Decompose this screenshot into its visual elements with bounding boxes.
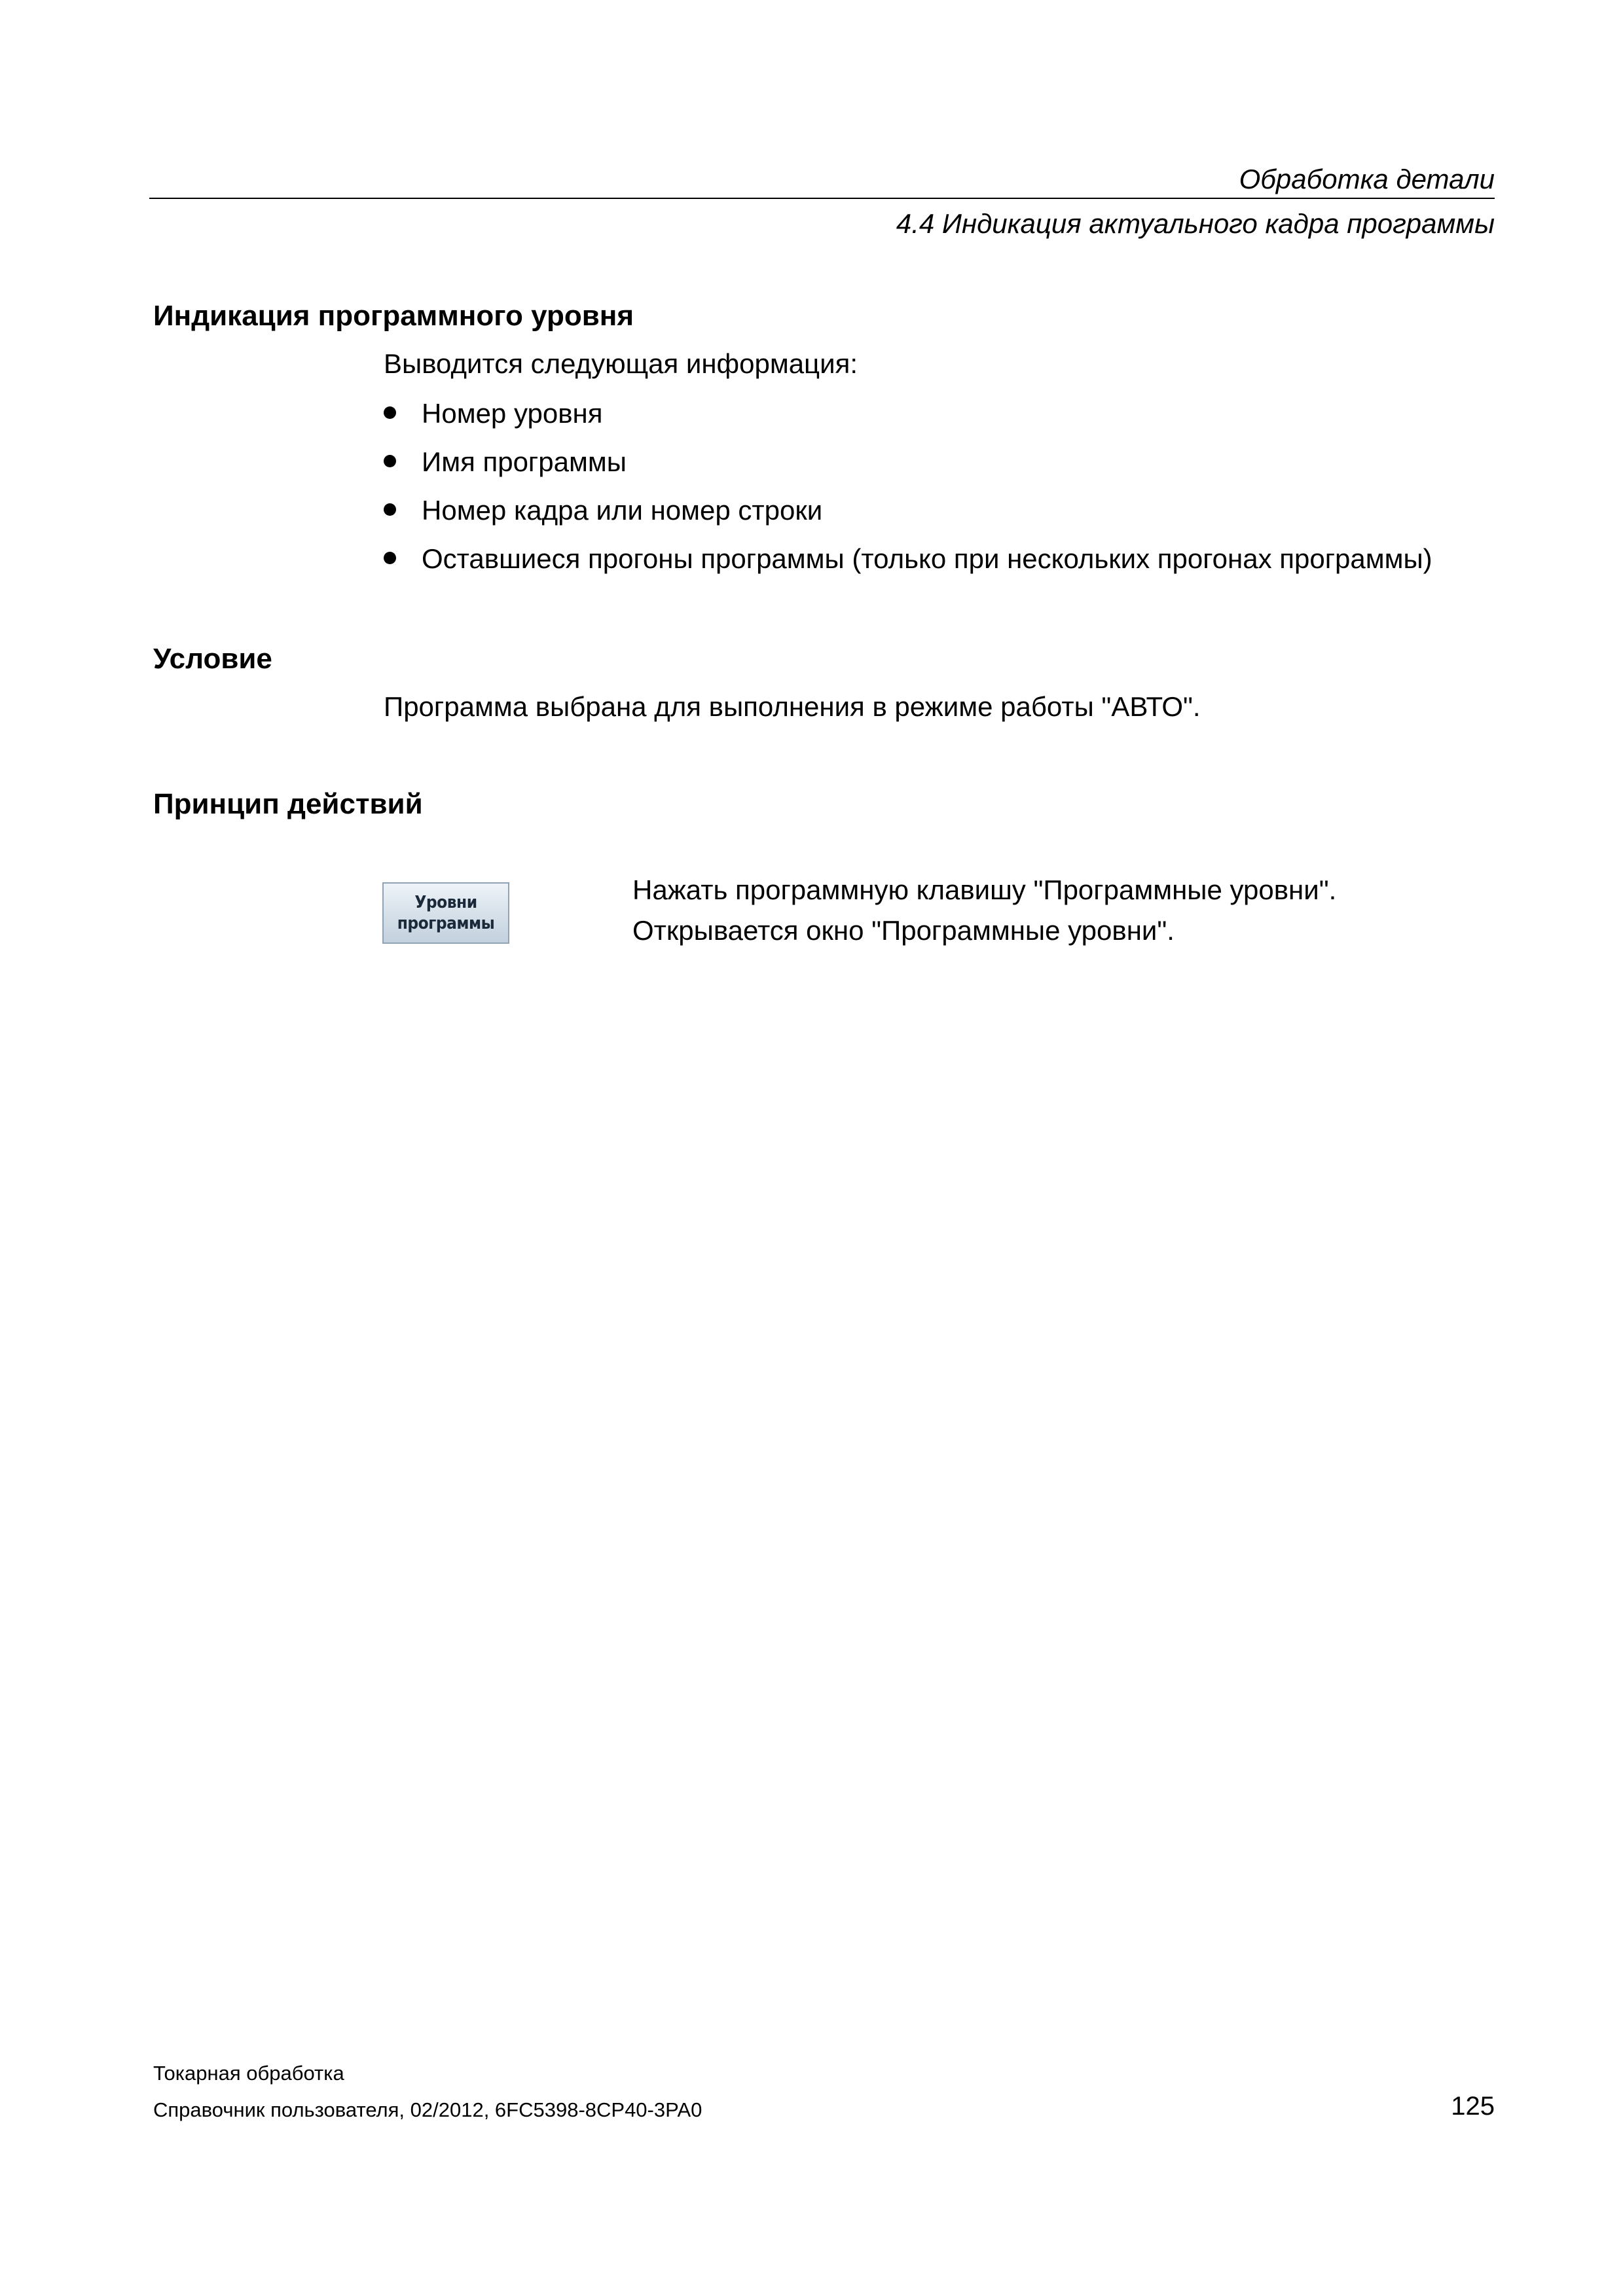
bullet-icon [384, 406, 396, 419]
bullet-icon [384, 552, 396, 564]
footer-title: Токарная обработка [153, 2062, 344, 2085]
list-item [384, 492, 1432, 541]
section-heading-procedure: Принцип действий [153, 788, 423, 820]
info-bullet-list [384, 395, 1432, 589]
bullet-icon [384, 455, 396, 467]
section-heading-condition: Условие [153, 643, 272, 675]
page-number: 125 [1451, 2092, 1495, 2121]
section-heading-program-level: Индикация программного уровня [153, 300, 634, 332]
procedure-step-2: Открывается окно "Программные уровни". [632, 915, 1175, 946]
condition-text: Программа выбрана для выполнения в режиме работы "АВТО". [384, 691, 1201, 722]
list-item [384, 541, 1432, 589]
header-section-title: 4.4 Индикация актуального кадра программы [896, 208, 1495, 239]
list-item-text: Имя программы [422, 446, 627, 477]
header-rule [149, 198, 1495, 199]
list-item-text: Номер уровня [422, 398, 603, 429]
list-item [384, 395, 1432, 444]
list-item-text: Номер кадра или номер строки [422, 495, 823, 526]
footer-reference: Справочник пользователя, 02/2012, 6FC5398-8CP40-3PA0 [153, 2098, 702, 2121]
list-item [384, 444, 1432, 492]
bullet-icon [384, 503, 396, 516]
list-item-text: Оставшиеся прогоны программы (только при нескольких прогонах программы) [422, 543, 1432, 574]
section-intro-text: Выводится следующая информация: [384, 348, 858, 379]
program-levels-softkey[interactable] [382, 882, 509, 944]
procedure-step-1: Нажать программную клавишу "Программные уровни". [632, 874, 1337, 905]
header-chapter-title: Обработка детали [1239, 164, 1495, 194]
softkey-label-line2: программы [397, 914, 495, 933]
softkey-label-line1: Уровни [414, 893, 477, 912]
